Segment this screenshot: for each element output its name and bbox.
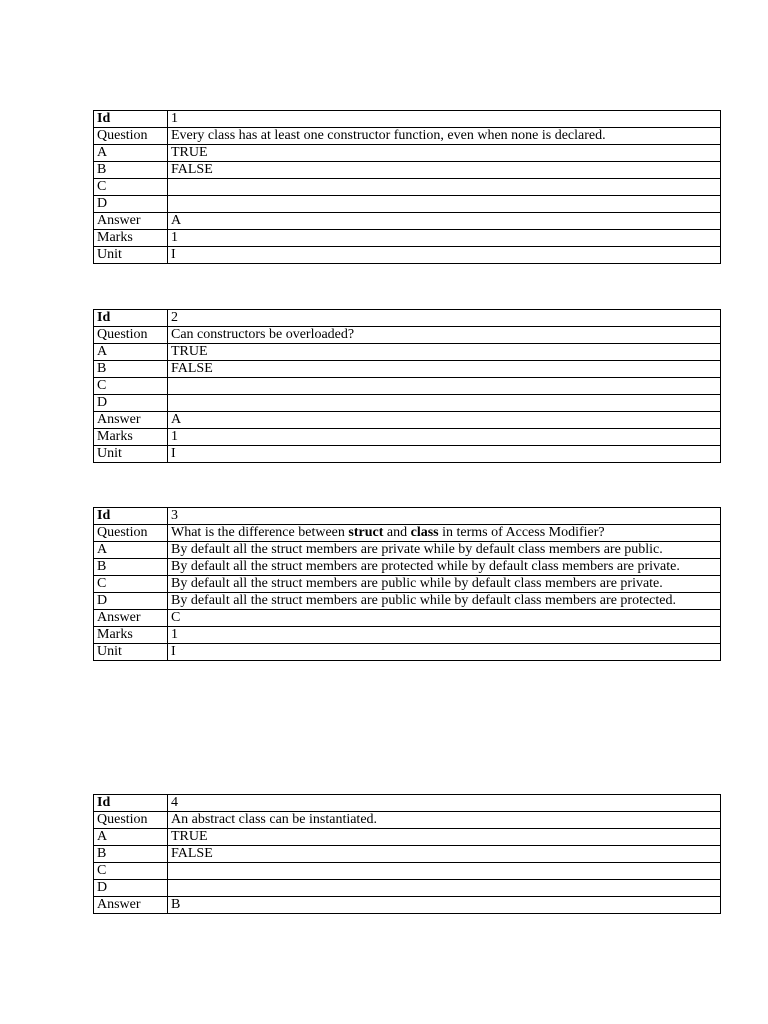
option-c-label: C: [94, 179, 168, 196]
row-question: [94, 327, 721, 344]
row-unit: [94, 446, 721, 463]
row-unit: [94, 644, 721, 661]
option-c-text: [168, 863, 721, 880]
row-option-a: [94, 829, 721, 846]
option-b-text: FALSE: [168, 361, 721, 378]
row-answer: [94, 610, 721, 627]
question-table-4: [93, 794, 721, 914]
option-a-text: TRUE: [168, 344, 721, 361]
row-unit: [94, 247, 721, 264]
option-d-label: D: [94, 196, 168, 213]
answer-label: Answer: [94, 610, 168, 627]
unit-label: Unit: [94, 247, 168, 264]
question-table-3: [93, 507, 721, 661]
marks-label: Marks: [94, 230, 168, 247]
option-d-label: D: [94, 880, 168, 897]
answer-value: A: [168, 412, 721, 429]
row-option-d: [94, 196, 721, 213]
row-id: [94, 111, 721, 128]
question-label: Question: [94, 525, 168, 542]
option-c-label: C: [94, 378, 168, 395]
row-question: [94, 812, 721, 829]
row-question: [94, 128, 721, 145]
id-value: 3: [168, 508, 721, 525]
marks-value: 1: [168, 627, 721, 644]
id-label: Id: [94, 111, 168, 128]
marks-label: Marks: [94, 429, 168, 446]
option-b-label: B: [94, 846, 168, 863]
row-option-b: [94, 846, 721, 863]
row-marks: [94, 627, 721, 644]
question-text-part: in terms of Access Modifier?: [438, 525, 605, 540]
question-text: Every class has at least one constructor function, even when none is declared.: [168, 128, 721, 145]
option-a-text: TRUE: [168, 829, 721, 846]
option-d-text: By default all the struct members are public while by default class members are protected.: [168, 593, 721, 610]
option-b-text: FALSE: [168, 846, 721, 863]
class-keyword: class: [410, 525, 439, 540]
option-d-label: D: [94, 395, 168, 412]
option-b-label: B: [94, 559, 168, 576]
id-value: 2: [168, 310, 721, 327]
unit-value: I: [168, 247, 721, 264]
id-label: Id: [94, 795, 168, 812]
option-b-label: B: [94, 162, 168, 179]
marks-value: 1: [168, 230, 721, 247]
answer-value: B: [168, 897, 721, 914]
id-label: Id: [94, 310, 168, 327]
row-marks: [94, 230, 721, 247]
option-a-label: A: [94, 829, 168, 846]
row-option-c: [94, 179, 721, 196]
unit-value: I: [168, 644, 721, 661]
option-a-text: TRUE: [168, 145, 721, 162]
option-d-label: D: [94, 593, 168, 610]
answer-value: A: [168, 213, 721, 230]
answer-label: Answer: [94, 412, 168, 429]
option-c-text: [168, 179, 721, 196]
answer-label: Answer: [94, 213, 168, 230]
question-table-1: [93, 110, 721, 264]
row-marks: [94, 429, 721, 446]
struct-keyword: struct: [348, 525, 384, 540]
question-table-2: [93, 309, 721, 463]
question-text: An abstract class can be instantiated.: [168, 812, 721, 829]
row-option-d: [94, 593, 721, 610]
answer-value: C: [168, 610, 721, 627]
option-a-label: A: [94, 344, 168, 361]
question-text: [168, 525, 721, 542]
option-a-text: By default all the struct members are private while by default class members are public.: [168, 542, 721, 559]
row-option-d: [94, 880, 721, 897]
unit-value: I: [168, 446, 721, 463]
row-option-a: [94, 344, 721, 361]
question-label: Question: [94, 327, 168, 344]
row-option-b: [94, 361, 721, 378]
option-b-label: B: [94, 361, 168, 378]
option-d-text: [168, 395, 721, 412]
row-id: [94, 508, 721, 525]
row-option-c: [94, 576, 721, 593]
question-text-part: and: [383, 525, 411, 540]
unit-label: Unit: [94, 644, 168, 661]
row-option-c: [94, 378, 721, 395]
option-c-text: By default all the struct members are public while by default class members are private.: [168, 576, 721, 593]
row-option-c: [94, 863, 721, 880]
row-option-b: [94, 559, 721, 576]
row-option-a: [94, 542, 721, 559]
option-b-text: By default all the struct members are protected while by default class members are private.: [168, 559, 721, 576]
row-answer: [94, 213, 721, 230]
row-option-a: [94, 145, 721, 162]
question-text: Can constructors be overloaded?: [168, 327, 721, 344]
option-c-text: [168, 378, 721, 395]
question-label: Question: [94, 812, 168, 829]
row-answer: [94, 897, 721, 914]
option-a-label: A: [94, 145, 168, 162]
answer-label: Answer: [94, 897, 168, 914]
option-b-text: FALSE: [168, 162, 721, 179]
row-option-b: [94, 162, 721, 179]
option-d-text: [168, 880, 721, 897]
row-id: [94, 310, 721, 327]
option-a-label: A: [94, 542, 168, 559]
id-value: 1: [168, 111, 721, 128]
option-c-label: C: [94, 863, 168, 880]
option-d-text: [168, 196, 721, 213]
row-question: [94, 525, 721, 542]
row-id: [94, 795, 721, 812]
marks-label: Marks: [94, 627, 168, 644]
marks-value: 1: [168, 429, 721, 446]
id-value: 4: [168, 795, 721, 812]
option-c-label: C: [94, 576, 168, 593]
question-text-part: What is the difference between: [171, 525, 349, 540]
unit-label: Unit: [94, 446, 168, 463]
row-option-d: [94, 395, 721, 412]
row-answer: [94, 412, 721, 429]
id-label: Id: [94, 508, 168, 525]
question-label: Question: [94, 128, 168, 145]
